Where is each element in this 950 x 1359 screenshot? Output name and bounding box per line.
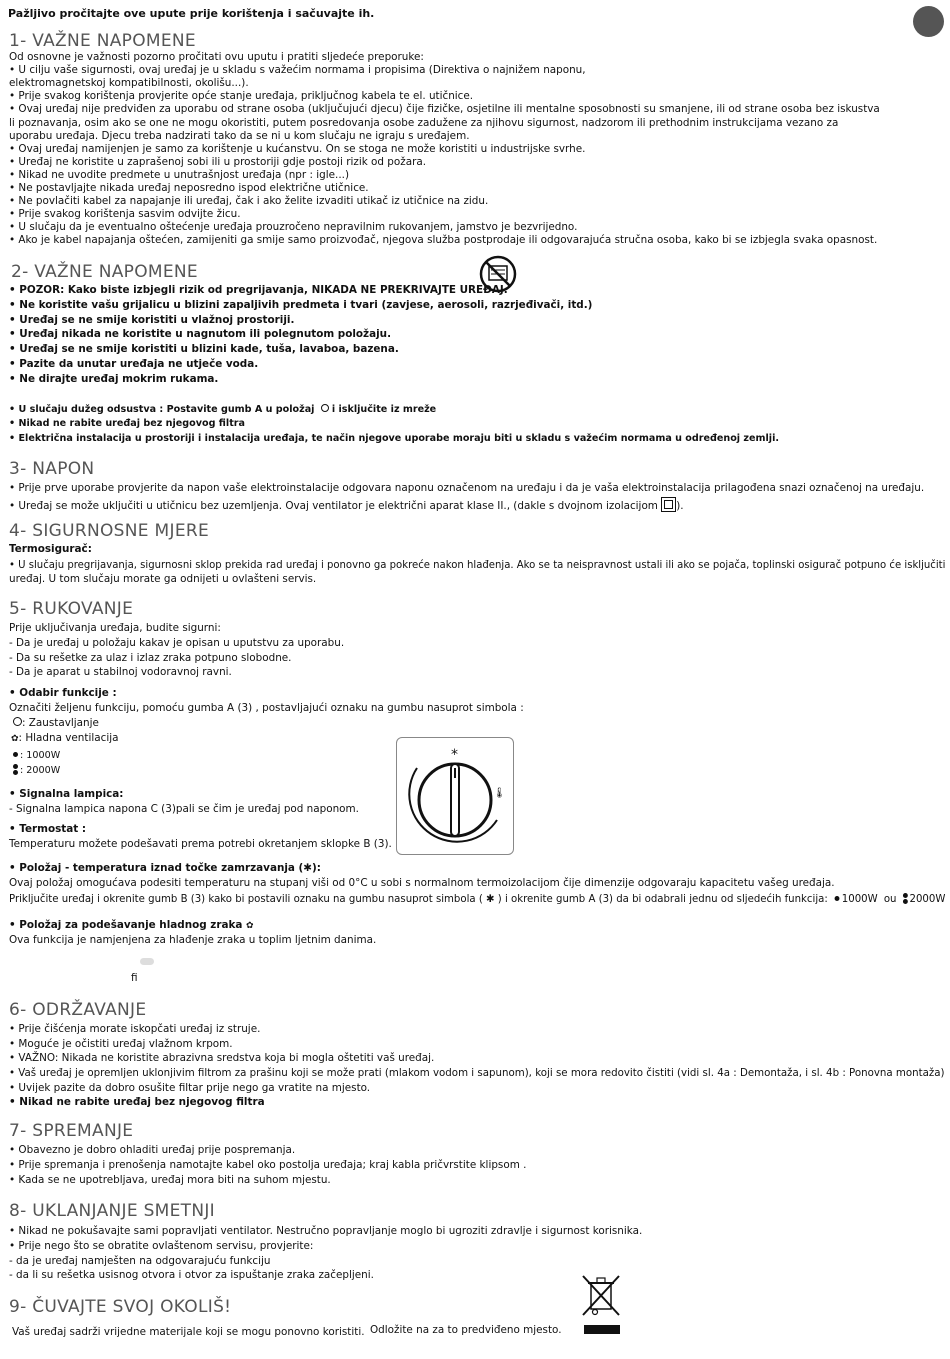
off-circle-icon xyxy=(13,717,22,726)
section-1-title: 1- VAŽNE NAPOMENE xyxy=(9,31,196,51)
odabir-title: • Odabir funkcije : xyxy=(9,687,117,699)
section-4-title: 4- SIGURNOSNE MJERE xyxy=(9,521,210,541)
opt-stop: : Zaustavljanje xyxy=(13,717,99,730)
s4-subtitle: Termosigurač: xyxy=(9,543,92,555)
hladni-title: • Položaj za podešavanje hladnog zraka ✿ xyxy=(9,919,254,931)
s2a-line: • Uređaj se ne smije koristiti u blizini kade, tuša, lavaboa, bazena. xyxy=(9,343,399,356)
s5-line: - Da su rešetke za ulaz i izlaz zraka potpuno slobodne. xyxy=(9,651,292,664)
double-dot-icon xyxy=(903,893,908,904)
thermostat-dial-figure xyxy=(396,737,514,855)
s8-line: - da li su rešetka usisnog otvora i otvor za ispuštanje zraka začepljeni. xyxy=(9,1269,374,1282)
page-header: Pažljivo pročitajte ove upute prije korištenja i sačuvajte ih. xyxy=(8,7,375,20)
polozaj-line-2: Priključite uređaj i okrenite gumb B (3) kako bi postavili oznaku na gumbu nasuprot simbola ( ✱ ) i okrenite gumb A (3) da bi odabrali jednu od sljedećih funkcija: 1000W ou 2000W xyxy=(9,893,946,905)
s7-line: • Kada se ne upotrebljava, uređaj mora biti na suhom mjestu. xyxy=(9,1173,331,1186)
s4-line-2: uređaj. U tom slučaju morate ga odnijeti u ovlašteni servis. xyxy=(9,573,317,585)
polozaj-line-1: Ovaj položaj omogućava podesiti temperaturu na stupanj viši od 0°C u sobi s normalnom termoizolacijom čije dimenzije odgovaraju kapacitetu vašeg uređaja. xyxy=(9,877,835,889)
thermostat-dial-illustration xyxy=(397,738,513,854)
s5-line: Prije uključivanja uređaja, budite sigurni: xyxy=(9,622,221,634)
section-5-title: 5- RUKOVANJE xyxy=(9,599,134,619)
s1-line: • U cilju vaše sigurnosti, ovaj uređaj je u skladu s važećim normama i propisima (Direktiva o najnižem naponu, xyxy=(9,64,586,77)
s6-line: • VAŽNO: Nikada ne koristite abrazivna sredstva koja bi mogla oštetiti vaš uređaj. xyxy=(9,1052,435,1065)
s8-line: • Nikad ne pokušavajte sami popravljati ventilator. Nestručno popravljanje moglo bi ugroziti zdravlje i sigurnost korisnika. xyxy=(9,1225,643,1237)
s2a-line: • Pazite da unutar uređaja ne utječe voda. xyxy=(9,358,259,370)
s2a-line: • Ne dirajte uređaj mokrim rukama. xyxy=(9,372,219,385)
s1-line: • Prije svakog korištenja provjerite opće stanje uređaja, priključnog kabela te el. utičnice. xyxy=(9,90,474,103)
section-6-title: 6- ODRŽAVANJE xyxy=(9,1000,147,1020)
s3-line-2: • Uređaj se može uključiti u utičnicu bez uzemljenja. Ovaj ventilator je električni aparat klase II., (dakle s dvojnom izolacijom ). xyxy=(9,497,684,513)
s2a-line: • Ne koristite vašu grijalicu u blizini zapaljivih predmeta i tvari (zavjese, aerosoli, razrjeđivači, itd.) xyxy=(9,298,593,311)
s6-line: • Uvijek pazite da dobro osušite filtar prije nego ga vratite na mjesto. xyxy=(9,1081,371,1094)
s6-line: • Moguće je očistiti uređaj vlažnom krpom. xyxy=(9,1037,233,1050)
double-dot-icon xyxy=(13,764,18,775)
s4-line-1: • U slučaju pregrijavanja, sigurnosni sklop prekida rad uređaj i ponovno ga pokreće nakon hlađenja. Ako se ta neispravnost ustali ili ako se pojača, toplinski osigurač potpuno će isključiti xyxy=(9,559,946,571)
svg-text:🌡: 🌡 xyxy=(493,788,506,799)
single-dot-icon xyxy=(835,896,840,901)
s2a-line: • Uređaj nikada ne koristite u nagnutom ili polegnutom položaju. xyxy=(9,328,392,341)
off-circle-icon xyxy=(321,404,329,412)
s1-line: • Ne povlačiti kabel za napajanje ili uređaj, čak i ako želite izvaditi utikač iz utičnice na zidu. xyxy=(9,195,489,208)
svg-text:*: * xyxy=(451,747,458,763)
s1-line: uporabu uređaja. Djecu treba nadzirati tako da se ni u kom slučaju ne igraju s uređajem. xyxy=(9,129,470,142)
s5-line: - Da je uređaj u položaju kakav je opisan u uputstvu za uporabu. xyxy=(9,636,345,649)
section-7-title: 7- SPREMANJE xyxy=(9,1121,134,1141)
s6-line: • Vaš uređaj je opremljen uklonjivim filtrom za prašinu koji se može prati (mlakom vodom i sapunom), koji se mora redovito čistiti (vidi sl. 4a : Demontaža, i sl. 4b : Ponovna montaža) xyxy=(9,1067,945,1080)
s2a-line: • POZOR: Kako biste izbjegli rizik od pregrijavanja, NIKADA NE PREKRIVAJTE UREĐAJ. xyxy=(9,284,508,296)
opt-1000: : 1000W xyxy=(13,749,60,762)
s1-line: • Uređaj ne koristite u zaprašenoj sobi ili u prostoriji gdje postoji rizik od požara. xyxy=(9,155,427,168)
cool-fan-icon: ✿ xyxy=(246,921,254,931)
s3-line-1: • Prije prve uporabe provjerite da napon vaše elektroinstalacije odgovara naponu označenom na uređaju i da je vaša elektroinstalacija prilagođena snazi označenoj na uređaju. xyxy=(9,482,925,494)
s1-line: • Ako je kabel napajanja oštećen, zamijeniti ga smije samo proizvođač, njegova služba postprodaje ili odgovarajuća stručna osoba, kako bi se izbjegla svaka opasnost. xyxy=(9,234,878,247)
section-3-title: 3- NAPON xyxy=(9,459,95,479)
s1-line: • Ne postavljajte nikada uređaj neposredno ispod električne utičnice. xyxy=(9,182,369,194)
class-ii-icon xyxy=(661,497,676,512)
s1-line: Od osnovne je važnosti pozorno pročitati ovu uputu i pratiti sljedeće preporuke: xyxy=(9,51,424,63)
page-marker-circle xyxy=(913,6,944,37)
section-8-title: 8- UKLANJANJE SMETNJI xyxy=(9,1201,215,1221)
termostat-title: • Termostat : xyxy=(9,823,87,835)
s1-line: • Ovaj uređaj namijenjen je samo za korištenje u kućanstvu. On se stoga ne može koristiti u industrijske svrhe. xyxy=(9,142,586,155)
cool-air-small-icon xyxy=(140,958,154,965)
termostat-text: Temperaturu možete podešavati prema potrebi okretanjem sklopke B (3). xyxy=(9,838,392,850)
section-2-title: 2- VAŽNE NAPOMENE xyxy=(11,262,198,282)
lampica-title: • Signalna lampica: xyxy=(9,788,124,800)
s2-extra-line: • Električna instalacija u prostoriji i instalacija uređaja, te način njegove uporabe moraju biti u skladu s važećim normama u određenoj zemlji. xyxy=(9,433,780,444)
s6-bold-line: • Nikad ne rabite uređaj bez njegovog filtra xyxy=(9,1096,265,1108)
s1-line: • U slučaju da je eventualno oštećenje uređaja prouzročeno nepravilnim rukovanjem, jamstvo je bezvrijedno. xyxy=(9,221,578,234)
s1-line: elektromagnetskoj kompatibilnosti, okolišu...). xyxy=(9,77,249,90)
s1-line: • Ovaj uređaj nije predviđen za uporabu od strane osoba (uključujući djecu) čije fizičke, osjetilne ili mentalne sposobnosti su smanjene, ili od strane osoba bez iskustva xyxy=(9,103,880,116)
s6-line: • Prije čišćenja morate iskopčati uređaj iz struje. xyxy=(9,1023,261,1035)
s1-line: li poznavanja, osim ako se one ne mogu okoristiti, putem posredovanja osobe zadužene za njihovu sigurnost, nadzorom ili prethodnim instrukcijama vezano za xyxy=(9,116,839,129)
opt-2000: : 2000W xyxy=(13,764,60,777)
s7-line: • Obavezno je dobro ohladiti uređaj prije pospremanja. xyxy=(9,1144,296,1156)
stray-glyph: ﬁ xyxy=(131,972,138,984)
single-dot-icon xyxy=(13,752,18,757)
s1-line: • Nikad ne uvodite predmete u unutrašnjost uređaja (npr : igle...) xyxy=(9,168,349,181)
cool-fan-icon: ✿ xyxy=(11,734,19,744)
s7-line: • Prije spremanja i prenošenja namotajte kabel oko postolja uređaja; kraj kabla pričvrstite klipsom . xyxy=(9,1158,527,1171)
polozaj-title: • Položaj - temperatura iznad točke zamrzavanja (✱): xyxy=(9,862,321,874)
s2a-line: • Uređaj se ne smije koristiti u vlažnoj prostoriji. xyxy=(9,313,295,326)
odabir-text: Označiti željenu funkciju, pomoću gumba A (3) , postavljajući oznaku na gumbu nasuprot simbola : xyxy=(9,702,524,714)
s5-line: - Da je aparat u stabilnoj vodoravnoj ravni. xyxy=(9,666,232,679)
s8-line: • Prije nego što se obratite ovlaštenom servisu, provjerite: xyxy=(9,1239,314,1252)
s1-line: • Prije svakog korištenja sasvim odvijte žicu. xyxy=(9,208,241,221)
s2-extra-line: • U slučaju dužeg odsustva : Postavite gumb A u položaj i isključite iz mreže xyxy=(9,404,437,415)
lampica-text: - Signalna lampica napona C (3)pali se čim je uređaj pod naponom. xyxy=(9,803,359,815)
hladni-text: Ova funkcija je namjenjena za hlađenje zraka u toplim ljetnim danima. xyxy=(9,934,377,946)
weee-crossed-bin-icon xyxy=(580,1273,622,1337)
s9-text-1: Vaš uređaj sadrži vrijedne materijale koji se mogu ponovno koristiti. xyxy=(12,1326,365,1338)
s8-line: - da je uređaj namješten na odgovarajuću funkciju xyxy=(9,1254,271,1267)
s2-extra-line: • Nikad ne rabite uređaj bez njegovog filtra xyxy=(9,418,245,429)
opt-cool: ✿: Hladna ventilacija xyxy=(11,732,119,744)
s9-text-2: Odložite na za to predviđeno mjesto. xyxy=(370,1324,562,1336)
section-9-title: 9- ČUVAJTE SVOJ OKOLIŠ! xyxy=(9,1297,232,1317)
